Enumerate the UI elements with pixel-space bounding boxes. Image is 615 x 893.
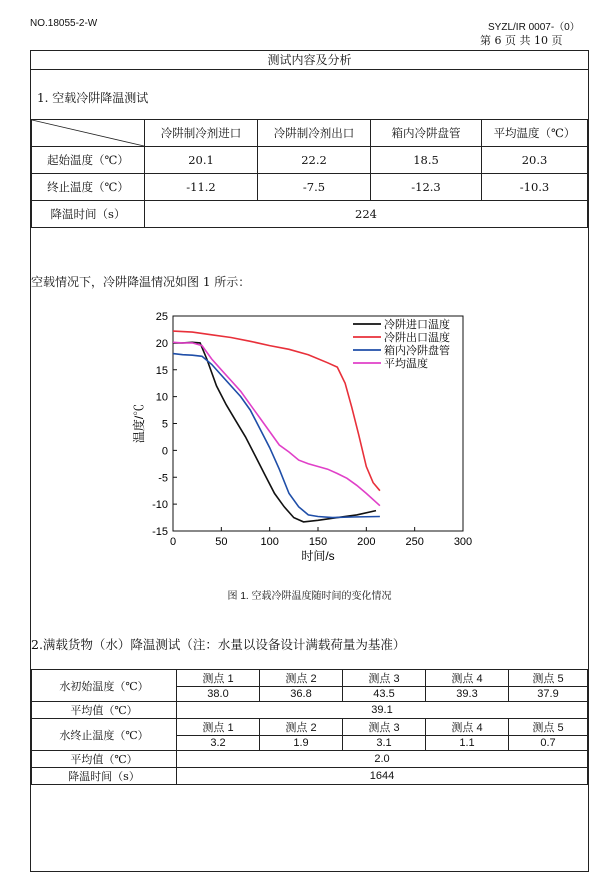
series-line (173, 342, 380, 505)
report-number: SYZL/IR 0007-（0） (488, 22, 580, 33)
table-cell: -10.3 (482, 174, 588, 201)
x-tick-label: 250 (405, 536, 424, 548)
table-cell: 0.7 (509, 736, 588, 751)
table-header-row (32, 120, 588, 147)
series-line (173, 331, 380, 491)
x-tick-label: 150 (308, 536, 328, 548)
col-header: 平均温度（℃） (482, 120, 588, 147)
table-cell: -7.5 (258, 174, 371, 201)
point-header: 测点 4 (426, 670, 509, 687)
y-tick-label: 5 (161, 418, 168, 431)
table-cell: 3.2 (177, 736, 260, 751)
col-header: 冷阱制冷剂进口 (145, 120, 258, 147)
table-cell: 20.3 (482, 147, 588, 174)
table-cell: 43.5 (343, 687, 426, 702)
point-header: 测点 2 (260, 719, 343, 736)
point-header: 测点 1 (177, 719, 260, 736)
y-tick-label: 20 (155, 337, 168, 350)
table-cell: 36.8 (260, 687, 343, 702)
table-row (32, 174, 588, 201)
x-tick-label: 200 (357, 536, 376, 548)
table-row (32, 147, 588, 174)
full-load-table (31, 669, 588, 785)
x-axis-label: 时间/s (301, 549, 335, 563)
y-tick-label: -5 (158, 472, 168, 485)
table-cell: 38.0 (177, 687, 260, 702)
frame-title: 测试内容及分析 (31, 51, 588, 70)
y-tick-label: 0 (161, 445, 168, 458)
page-indicator: 第 6 页 共 10 页 (480, 34, 563, 47)
table-cell: 18.5 (371, 147, 482, 174)
y-axis-label: 温度/℃ (132, 403, 146, 444)
figure-caption: 图 1. 空载冷阱温度随时间的变化情况 (227, 591, 392, 602)
row-label: 降温时间（s） (32, 768, 177, 785)
section1-title: 1. 空载冷阱降温测试 (37, 91, 149, 105)
table-row (32, 768, 588, 785)
x-tick-label: 300 (453, 536, 473, 548)
col-header: 冷阱制冷剂出口 (258, 120, 371, 147)
series-line (173, 342, 376, 522)
table-cell: 1.1 (426, 736, 509, 751)
row-label: 水终止温度（℃） (32, 719, 177, 751)
x-tick-label: 0 (169, 536, 177, 548)
section2-title: 2.满载货物（水）降温测试（注：水量以设备设计满载荷量为基准） (31, 637, 406, 652)
diagonal-line (32, 120, 144, 146)
point-header: 测点 1 (177, 670, 260, 687)
point-header: 测点 3 (343, 670, 426, 687)
point-header: 测点 2 (260, 670, 343, 687)
y-tick-label: -10 (152, 499, 168, 512)
temperature-chart (129, 306, 473, 576)
section1-intro: 空载情况下，冷阱降温情况如图 1 所示： (31, 275, 251, 289)
y-tick-label: 25 (155, 311, 168, 323)
table-cell: 1.9 (260, 736, 343, 751)
diagonal-header-cell (32, 120, 145, 147)
table-cell: 20.1 (145, 147, 258, 174)
table-row (32, 670, 588, 687)
table-cell: -11.2 (145, 174, 258, 201)
col-header: 箱内冷阱盘管 (371, 120, 482, 147)
table-cell: 3.1 (343, 736, 426, 751)
table-row (32, 719, 588, 736)
table-cell: 37.9 (509, 687, 588, 702)
empty-load-table (31, 119, 588, 228)
point-header: 测点 5 (509, 719, 588, 736)
table-cell: 22.2 (258, 147, 371, 174)
y-tick-label: -15 (152, 526, 168, 538)
row-label: 平均值（℃） (32, 702, 177, 719)
point-header: 测点 3 (343, 719, 426, 736)
row-label: 起始温度（℃） (32, 147, 145, 174)
table-row (32, 702, 588, 719)
legend-label: 箱内冷阱盘管 (384, 345, 450, 357)
row-label: 降温时间（s） (32, 201, 145, 228)
table-row (32, 201, 588, 228)
legend-label: 平均温度 (384, 358, 428, 370)
y-tick-label: 15 (155, 364, 168, 377)
x-tick-label: 50 (215, 536, 228, 548)
table-cell: 1644 (177, 768, 588, 785)
table-cell: -12.3 (371, 174, 482, 201)
document-number: NO.18055-2-W (30, 18, 98, 29)
row-label: 水初始温度（℃） (32, 670, 177, 702)
x-tick-label: 100 (260, 536, 279, 548)
legend-label: 冷阱进口温度 (384, 319, 450, 331)
point-header: 测点 5 (509, 670, 588, 687)
table-cell: 224 (145, 201, 588, 228)
y-tick-label: 10 (155, 391, 168, 404)
table-cell: 2.0 (177, 751, 588, 768)
row-label: 终止温度（℃） (32, 174, 145, 201)
legend-label: 冷阱出口温度 (384, 332, 450, 344)
series-line (173, 354, 380, 518)
table-row (32, 751, 588, 768)
point-header: 测点 4 (426, 719, 509, 736)
table-cell: 39.1 (177, 702, 588, 719)
content-frame (30, 50, 589, 872)
table-cell: 39.3 (426, 687, 509, 702)
row-label: 平均值（℃） (32, 751, 177, 768)
